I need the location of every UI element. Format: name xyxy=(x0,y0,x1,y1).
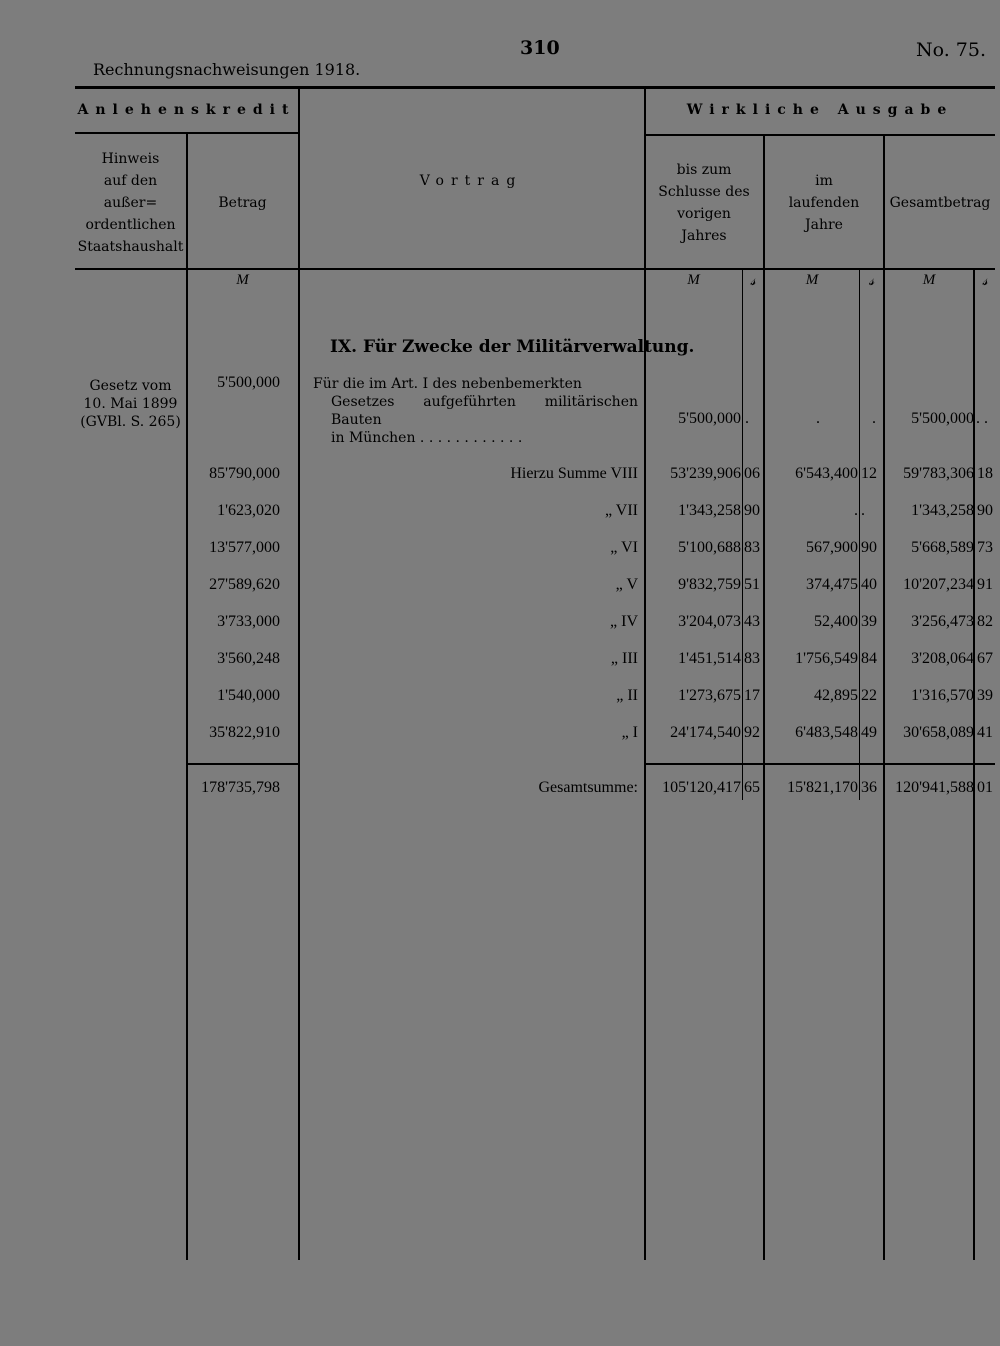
unit-mark-gesamt: M xyxy=(922,272,936,288)
unit-mark-bis: M xyxy=(687,272,700,288)
summary-bis-mark: 1'343,258 xyxy=(678,502,741,519)
summary-ges-pf: 67 xyxy=(977,650,993,667)
entry-ges-mark: 5'500,000 xyxy=(911,410,974,427)
summary-ges-pf: 91 xyxy=(977,576,993,593)
entry-lauf-mark: . xyxy=(816,410,820,427)
entry-bis-mark: 5'500,000 xyxy=(678,410,741,427)
summary-lauf-pf: 90 xyxy=(861,539,877,556)
summary-ges-mark: 3'208,064 xyxy=(911,650,974,667)
summary-lauf-mark: 567,900 xyxy=(806,539,858,556)
summary-label: „ III xyxy=(610,650,638,667)
summary-lauf-mark: 1'756,549 xyxy=(795,650,858,667)
laufenden-line: Jahre xyxy=(805,217,843,233)
summary-ges-mark: 30'658,089 xyxy=(903,724,974,741)
summary-bis-pf: 92 xyxy=(744,724,760,741)
summary-lauf-pf: 12 xyxy=(861,465,877,482)
summary-lauf-mark: 6'543,400 xyxy=(795,465,858,482)
entry-vortrag-line: Gesetzes aufgeführten militärischen Bauten xyxy=(331,394,638,428)
summary-label: „ VII xyxy=(604,502,638,519)
summary-bis-pf: 83 xyxy=(744,650,760,667)
summary-ges-mark: 59'783,306 xyxy=(903,465,974,482)
column-header-vortrag: Vortrag xyxy=(419,173,523,189)
unit-mark-laufenden: M xyxy=(805,272,819,288)
col-rule-2 xyxy=(298,88,300,1260)
column-header-betrag: Betrag xyxy=(218,195,267,211)
summary-betrag: 85'790,000 xyxy=(209,465,280,482)
entry-hinweis-line: (GVBl. S. 265) xyxy=(80,414,181,430)
unit-mark-betrag: M xyxy=(236,272,249,288)
summary-bis-pf: 51 xyxy=(744,576,760,593)
summary-bis-mark: 3'204,073 xyxy=(678,613,741,630)
summary-bis-mark: 53'239,906 xyxy=(670,465,741,482)
summary-bis-pf: 83 xyxy=(744,539,760,556)
summary-lauf-pf: . xyxy=(861,502,865,519)
total-bis-mark: 105'120,417 xyxy=(662,779,741,796)
entry-hinweis-line: 10. Mai 1899 xyxy=(83,396,178,412)
summary-bis-pf: 06 xyxy=(744,465,760,482)
entry-vortrag-line: in München . . . . . . . . . . . . xyxy=(331,430,523,446)
summary-lauf-pf: 40 xyxy=(861,576,877,593)
summary-ges-mark: 1'343,258 xyxy=(911,502,974,519)
summary-label: „ IV xyxy=(610,613,638,630)
document-number: No. 75. xyxy=(916,39,987,61)
laufenden-line: laufenden xyxy=(788,195,860,211)
group-header-anlehenskredit: Anlehenskredit xyxy=(77,102,296,118)
entry-ges-pf: . . xyxy=(976,410,988,427)
summary-bis-mark: 5'100,688 xyxy=(678,539,741,556)
summary-ges-mark: 1'316,570 xyxy=(911,687,974,704)
total-bis-pf: 65 xyxy=(744,779,760,796)
summary-lauf-pf: 22 xyxy=(861,687,877,704)
summary-lauf-pf: 39 xyxy=(861,613,877,630)
summary-ges-mark: 10'207,234 xyxy=(903,576,974,593)
total-label: Gesamtsumme: xyxy=(538,779,638,796)
hinweis-line: Hinweis xyxy=(101,151,160,167)
entry-hinweis xyxy=(75,377,186,431)
summary-betrag: 3'733,000 xyxy=(217,613,280,630)
total-lauf-pf: 36 xyxy=(861,779,877,796)
summary-lauf-pf: 84 xyxy=(861,650,877,667)
col-rule-3 xyxy=(644,88,646,1260)
summary-bis-mark: 1'273,675 xyxy=(678,687,741,704)
bis-line: Schlusse des xyxy=(658,184,750,200)
top-rule xyxy=(75,86,995,89)
summary-betrag: 1'623,020 xyxy=(217,502,280,519)
bis-line: bis zum xyxy=(676,162,732,178)
unit-pf-bis: 𝓈 xyxy=(750,273,756,289)
summary-ges-pf: 39 xyxy=(977,687,993,704)
summary-ges-pf: 18 xyxy=(977,465,993,482)
summary-betrag: 1'540,000 xyxy=(217,687,280,704)
summary-bis-pf: 43 xyxy=(744,613,760,630)
entry-betrag: 5'500,000 xyxy=(217,374,280,391)
bis-line: Jahres xyxy=(681,228,727,244)
hinweis-line: ordentlichen xyxy=(85,217,176,233)
summary-bis-pf: 17 xyxy=(744,687,760,704)
summary-ges-pf: 73 xyxy=(977,539,993,556)
bis-line: vorigen xyxy=(677,206,731,222)
summary-lauf-mark: . xyxy=(854,502,858,519)
section-title: IX. Für Zwecke der Militärverwaltung. xyxy=(330,337,695,357)
total-ges-mark: 120'941,588 xyxy=(895,779,974,796)
page-number: 310 xyxy=(520,37,560,59)
summary-ges-pf: 82 xyxy=(977,613,993,630)
header-bottom-rule xyxy=(75,268,995,270)
summary-ges-pf: 90 xyxy=(977,502,993,519)
total-rule-betrag xyxy=(186,763,298,765)
unit-pf-gesamt: 𝓈 xyxy=(982,273,988,289)
document-title: Rechnungsnachweisungen 1918. xyxy=(93,60,361,79)
total-ges-pf: 01 xyxy=(977,779,993,796)
summary-lauf-mark: 52,400 xyxy=(814,613,858,630)
column-header-laufenden xyxy=(765,170,883,236)
column-header-hinweis xyxy=(75,148,186,258)
summary-betrag: 35'822,910 xyxy=(209,724,280,741)
laufenden-line: im xyxy=(815,173,833,189)
hinweis-line: außer= xyxy=(103,195,158,211)
total-betrag: 178'735,798 xyxy=(201,779,280,796)
summary-lauf-mark: 374,475 xyxy=(806,576,858,593)
summary-ges-mark: 3'256,473 xyxy=(911,613,974,630)
hinweis-line: Staatshaushalt xyxy=(77,239,184,255)
unit-pf-laufenden: 𝓈 xyxy=(868,273,875,289)
summary-ges-mark: 5'668,589 xyxy=(911,539,974,556)
summary-ges-pf: 41 xyxy=(977,724,993,741)
summary-bis-pf: 90 xyxy=(744,502,760,519)
pf-rule-1 xyxy=(742,270,743,800)
pf-rule-2 xyxy=(859,270,860,800)
summary-lauf-mark: 6'483,548 xyxy=(795,724,858,741)
total-rule-amounts xyxy=(645,763,995,765)
column-header-bis xyxy=(645,159,763,247)
summary-lauf-pf: 49 xyxy=(861,724,877,741)
summary-bis-mark: 1'451,514 xyxy=(678,650,741,667)
total-lauf-mark: 15'821,170 xyxy=(787,779,858,796)
group-right-rule xyxy=(645,134,995,136)
summary-bis-mark: 9'832,759 xyxy=(678,576,741,593)
summary-lauf-mark: 42,895 xyxy=(814,687,858,704)
summary-betrag: 3'560,248 xyxy=(217,650,280,667)
entry-hinweis-line: Gesetz vom xyxy=(89,378,172,394)
summary-label: „ II xyxy=(616,687,638,704)
summary-betrag: 13'577,000 xyxy=(209,539,280,556)
column-header-gesamtbetrag: Gesamtbetrag xyxy=(889,195,991,211)
summary-label: Hierzu Summe VIII xyxy=(510,465,638,482)
entry-vortrag-line: Für die im Art. I des nebenbemerkten xyxy=(313,376,582,392)
hinweis-line: auf den xyxy=(103,173,158,189)
entry-bis-pf: . xyxy=(745,410,749,427)
summary-betrag: 27'589,620 xyxy=(209,576,280,593)
entry-lauf-pf: . xyxy=(872,410,876,427)
summary-label: „ I xyxy=(621,724,638,741)
summary-bis-mark: 24'174,540 xyxy=(670,724,741,741)
summary-label: „ VI xyxy=(610,539,638,556)
summary-label: „ V xyxy=(615,576,638,593)
group-header-wirkliche-ausgabe: Wirkliche Ausgabe xyxy=(686,102,954,118)
entry-vortrag xyxy=(313,375,638,447)
